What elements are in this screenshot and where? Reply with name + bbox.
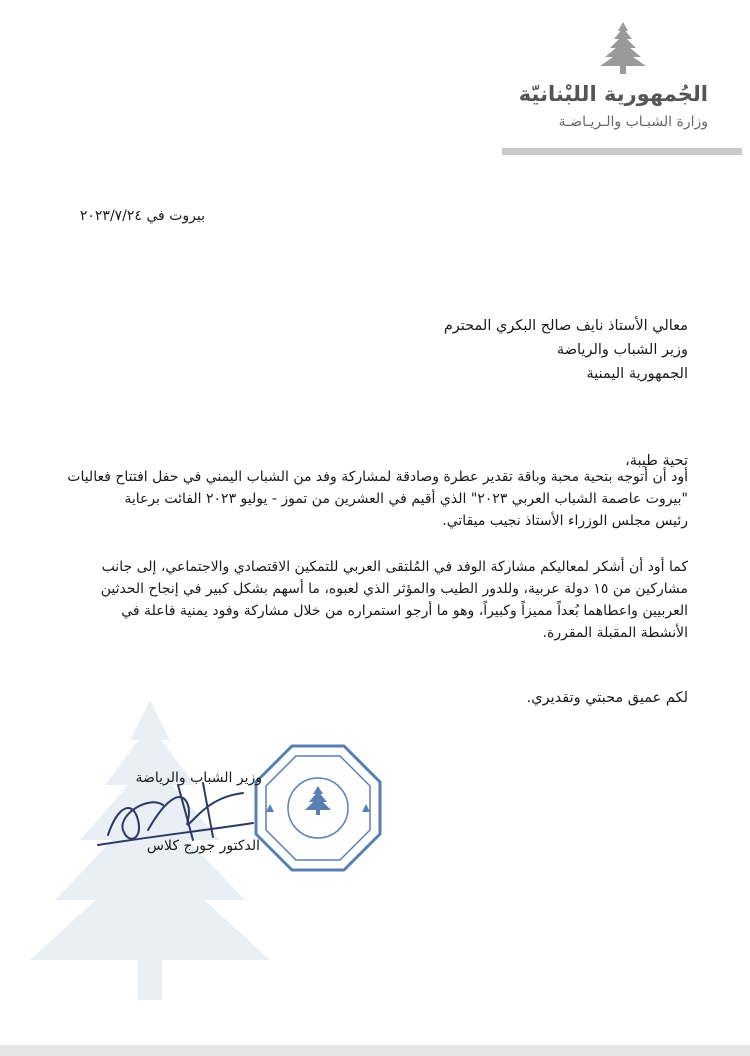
paragraph-1-line: رئيس مجلس الوزراء الأستاذ نجيب ميقاتي.: [442, 513, 688, 529]
header-title: الجُمهورية اللبْنانيّة: [518, 82, 708, 106]
paragraph-1: [60, 466, 688, 532]
paragraph-2-line: مشاركين من ١٥ دولة عربية، وللدور الطيب والمؤثر الذي لعبوه، ما أسهم بشكل كبير في إنجاح الحدثين: [100, 581, 688, 597]
page-bottom-edge: [0, 1045, 750, 1056]
paragraph-2-line: العربيين واعطاهما بُعداً مميزاً وكبيراً، وهو ما أرجو استمراره من خلال مشاركة وفود يمنية فاعلة في: [121, 603, 688, 619]
recipient-title: وزير الشباب والرياضة: [556, 342, 688, 358]
paragraph-2-line: الأنشطة المقبلة المقررة.: [542, 625, 688, 641]
letter-date: بيروت في ٢٠٢٣/٧/٢٤: [79, 208, 205, 224]
signatory-name: الدكتور جورج كلاس: [146, 838, 260, 854]
ministry-seal-icon: [252, 742, 384, 874]
paragraph-2: [60, 556, 688, 644]
closing-line: لكم عميق محبتي وتقديري.: [526, 690, 688, 706]
recipient-name: معالي الأستاذ نايف صالح البكري المحترم: [443, 318, 688, 334]
paragraph-1-line: أود أن أتوجه بتحية محبة وباقة تقدير عطرة وصادقة لمشاركة وفد من الشباب اليمني في حفل افتتاح فعاليات: [67, 469, 688, 485]
recipient-country: الجمهورية اليمنية: [586, 366, 688, 382]
header-subtitle: وزارة الشبـاب والـريـاضـة: [558, 114, 708, 130]
signatory-title: وزير الشباب والرياضة: [135, 770, 262, 786]
paragraph-2-line: كما أود أن أشكر لمعاليكم مشاركة الوفد في المُلتقى العربي للتمكين الاقتصادي والاجتماعي، إلى جانب: [101, 559, 688, 575]
paragraph-1-line: "بيروت عاصمة الشباب العربي ٢٠٢٣" الذي أقيم في العشرين من تموز - يوليو ٢٠٢٣ الفائت برعاية: [124, 491, 688, 507]
cedar-logo-icon: [598, 22, 648, 74]
greeting: تحية طيبة،: [625, 453, 688, 469]
header-divider: [502, 148, 742, 155]
